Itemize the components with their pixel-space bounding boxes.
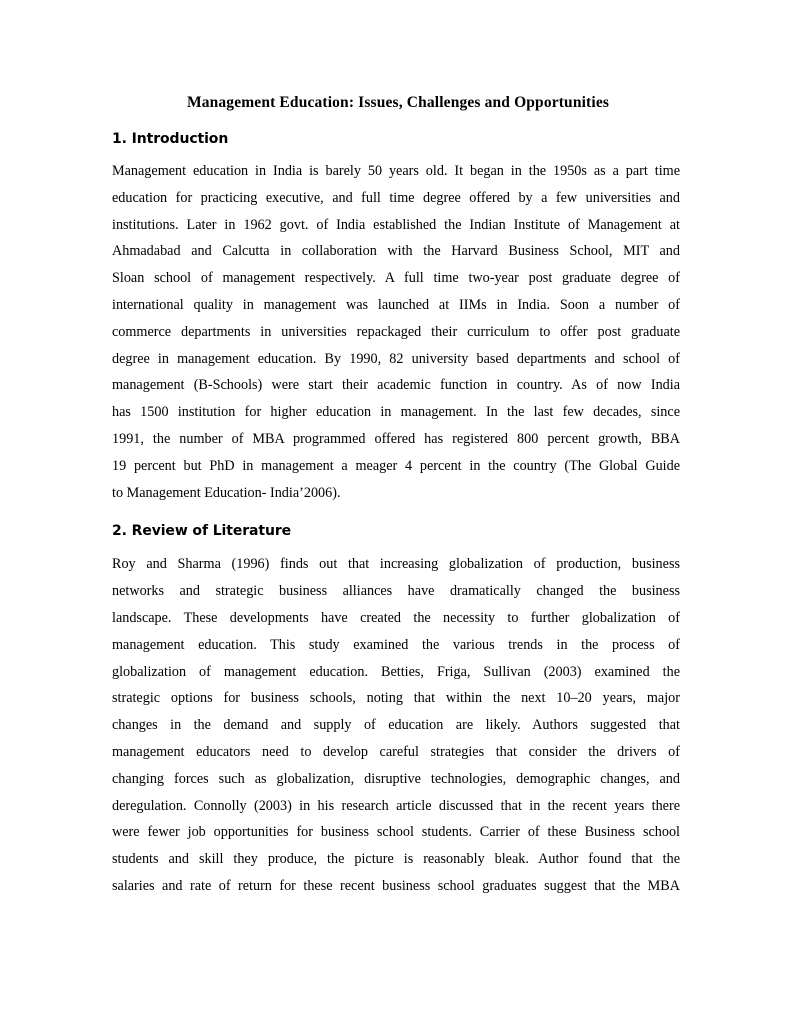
text-line: landscape. These developments have created the necessity to further globalization of (112, 609, 680, 626)
text-line: Ahmadabad and Calcutta in collaboration with the Harvard Business School, MIT and (112, 243, 680, 260)
text-line: deregulation. Connolly (2003) in his research article discussed that in the recent years there (112, 797, 680, 814)
paper-title: Management Education: Issues, Challenges and Opportunities (186, 94, 610, 111)
text-line: were fewer job opportunities for business school students. Carrier of these Business school (112, 824, 680, 841)
text-line: commerce departments in universities repackaged their curriculum to offer post graduate (112, 323, 680, 340)
text-line: education for practicing executive, and full time degree offered by a few universities and (112, 189, 680, 206)
text-line: changing forces such as globalization, disruptive technologies, demographic changes, and (112, 770, 680, 787)
text-line: institutions. Later in 1962 govt. of India established the Indian Institute of Management at (112, 216, 680, 233)
document-page (112, 88, 680, 900)
introduction-paragraph (112, 158, 680, 506)
text-line: Management education in India is barely 50 years old. It began in the 1950s as a part time (112, 163, 680, 179)
text-line: 1991, the number of MBA programmed offered has registered 800 percent growth, BBA (112, 430, 680, 447)
section-heading-introduction: 1. Introduction (112, 131, 229, 147)
text-line: international quality in management was launched at IIMs in India. Soon a number of (112, 296, 680, 313)
text-line: management educators need to develop careful strategies that consider the drivers of (112, 743, 680, 760)
text-line: management education. This study examined the various trends in the process of (112, 636, 680, 653)
text-line: Roy and Sharma (1996) finds out that increasing globalization of production, business (112, 556, 680, 573)
text-line: management (B-Schools) were start their academic function in country. As of now India (112, 377, 680, 394)
text-line: students and skill they produce, the picture is reasonably bleak. Author found that the (112, 851, 680, 868)
text-line: strategic options for business schools, noting that within the next 10–20 years, major (112, 690, 680, 707)
text-line: to Management Education- India’2006). (112, 484, 341, 501)
text-line: 19 percent but PhD in management a meager 4 percent in the country (The Global Guide (112, 457, 680, 474)
review-paragraph (112, 551, 680, 899)
section-heading-review-of-literature: 2. Review of Literature (112, 523, 292, 540)
text-line: networks and strategic business alliances have dramatically changed the business (112, 583, 680, 600)
text-line: globalization of management education. Betties, Friga, Sullivan (2003) examined the (112, 663, 680, 680)
text-line: has 1500 institution for higher education in management. In the last few decades, since (112, 404, 680, 421)
text-line: Sloan school of management respectively. A full time two-year post graduate degree of (112, 270, 680, 287)
text-line: changes in the demand and supply of education are likely. Authors suggested that (112, 717, 680, 734)
text-line: salaries and rate of return for these recent business school graduates suggest that the MBA (112, 877, 680, 894)
text-line: degree in management education. By 1990, 82 university based departments and school of (112, 350, 680, 367)
